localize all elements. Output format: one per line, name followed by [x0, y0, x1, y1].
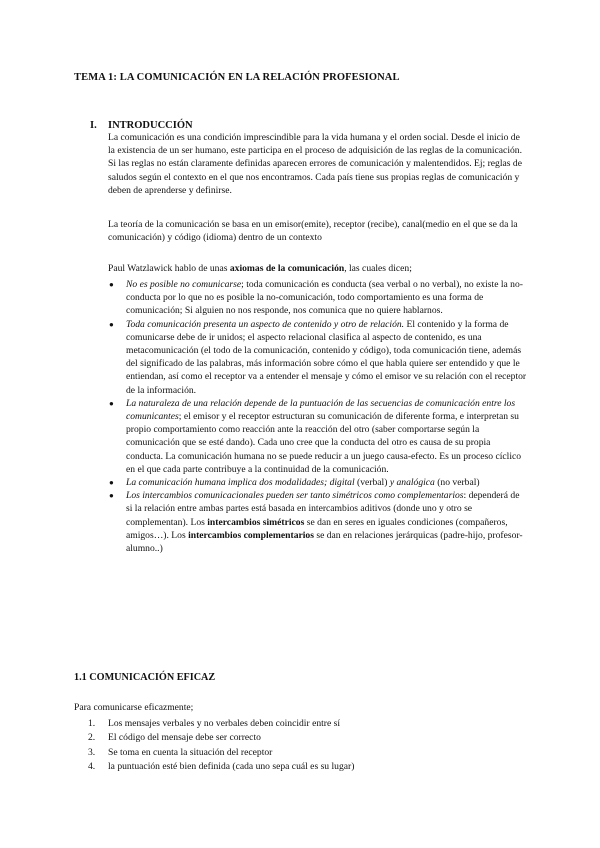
paragraph-watzlawick — [108, 262, 528, 275]
paragraph-text: La teoría de la comunicación se basa en un emisor(emite), receptor (recibe), canal(medio en el que se da la comunicación) y código (idioma) dentro de un contexto — [108, 219, 518, 244]
bold-term: intercambios simétricos — [207, 516, 305, 528]
list-text: la puntuación esté bien definida (cada uno sepa cuál es su lugar) — [108, 761, 355, 773]
axioms-list — [109, 278, 528, 555]
list-item — [109, 278, 528, 318]
list-item — [109, 397, 528, 476]
list-item — [109, 318, 528, 397]
paragraph-intro — [108, 131, 528, 197]
paragraph-effective-intro: Para comunicarse eficazmente; — [74, 702, 194, 713]
list-text: Los mensajes verbales y no verbales deben coincidir entre sí — [108, 718, 341, 729]
axiom-title: y analógica — [389, 477, 435, 489]
bullet-icon: ● — [109, 491, 114, 501]
list-item — [88, 746, 354, 760]
list-number: 2. — [88, 732, 96, 744]
list-item — [109, 476, 528, 489]
axiom-text: ; el emisor y el receptor estructuran su comunicación de diferente forma, e interpretan su propio comportamiento como reacción ante la reacción del otro (saber comportarse según la comunicación que se esté dando). Cada uno cree que la conducta del otro es causa de su propia conducta. La comunicación humana no se puede reducir a un juego causa-efecto. Es un proceso cíclico en el que cada parte contribuye a la continuidad de la comunicación. — [126, 411, 522, 475]
axiom-text: ; toda comunicación es conducta (sea verbal o no verbal), no existe la no-conducta por lo que no es posible la no-comunicación, todo comportamiento es una forma de comunicación; Si alguien no nos responde, nos comunica que no quiere hablarnos. — [126, 279, 523, 317]
paragraph-text: La comunicación es una condición imprescindible para la vida humana y el orden social. Desde el inicio de la existencia de un ser humano, este participa en el proceso de adquisición de las reglas de la comunicación. Si las reglas no están claramente definidas aparecen errores de comunicación y malentendidos. Ej; reglas de saludos según el contexto en el que nos encontramos. Cada país tiene sus propias reglas de comunicación y deben de aprenderse y definirse. — [108, 132, 522, 196]
axiom-text: se dan en relaciones jerárquicas (padre-hijo, profesor-alumno..) — [126, 529, 523, 555]
axiom-text: (verbal) — [354, 477, 390, 489]
list-number: 4. — [88, 761, 96, 773]
rules-list — [88, 717, 354, 775]
bullet-icon: ● — [109, 398, 114, 408]
text-run: , las cuales dicen; — [344, 263, 412, 274]
bold-term: intercambios complementarios — [188, 529, 314, 541]
axiom-text: : dependerá de si la relación entre ambas partes está basada en intercambios aditivos (donde uno y otro se complementan). Los — [126, 490, 520, 528]
text-run: Paul Watzlawick hablo de unas — [108, 263, 230, 274]
axiom-text: se dan en seres en iguales condiciones (compañeros, amigos…). Los — [126, 516, 508, 541]
list-item — [88, 760, 354, 774]
list-item — [88, 717, 354, 731]
section-number: I. — [90, 120, 97, 131]
axiom-title: No es posible no comunicarse — [126, 279, 242, 290]
document-title: TEMA 1: LA COMUNICACIÓN EN LA RELACIÓN PROFESIONAL — [74, 72, 400, 83]
list-number: 1. — [88, 718, 96, 729]
list-text: Se toma en cuenta la situación del receptor — [108, 746, 273, 758]
axiom-title: Los intercambios comunicacionales pueden ser tanto simétricos como complementarios — [126, 490, 464, 502]
axiom-title: La comunicación humana implica dos modalidades; digital — [126, 477, 355, 489]
list-item — [88, 731, 354, 745]
axiom-title: Toda comunicación presenta un aspecto de contenido y otro de relación. — [126, 318, 405, 330]
axiom-text: El contenido y la forma de comunicarse debe de ir unidos; el aspecto relacional clasifica al aspecto de contenido, es una metacomunicación (el todo de la comunicación, contenido y código), toda comunicación tiene, además del significado de las palabras, más información sobre cómo el que habla quiere ser entendido y que le entiendan, así como el receptor va a entender el mensaje y cómo el emisor ve su relación con el receptor de la información. — [126, 318, 527, 396]
bullet-icon: ● — [109, 280, 114, 289]
bold-term: axiomas de la comunicación — [229, 263, 345, 274]
bullet-icon: ● — [109, 319, 114, 329]
section-title: INTRODUCCIÓN — [108, 120, 193, 131]
list-item — [109, 489, 528, 555]
paragraph-theory — [108, 218, 528, 244]
axiom-title: La naturaleza de una relación depende de la puntuación de las secuencias de comunicación entre los comunicantes — [126, 397, 516, 423]
subsection-heading: 1.1 COMUNICACIÓN EFICAZ — [74, 672, 216, 683]
list-number: 3. — [88, 746, 96, 758]
list-text: El código del mensaje debe ser correcto — [108, 732, 261, 744]
bullet-icon: ● — [109, 478, 114, 488]
axiom-text: (no verbal) — [434, 477, 480, 489]
